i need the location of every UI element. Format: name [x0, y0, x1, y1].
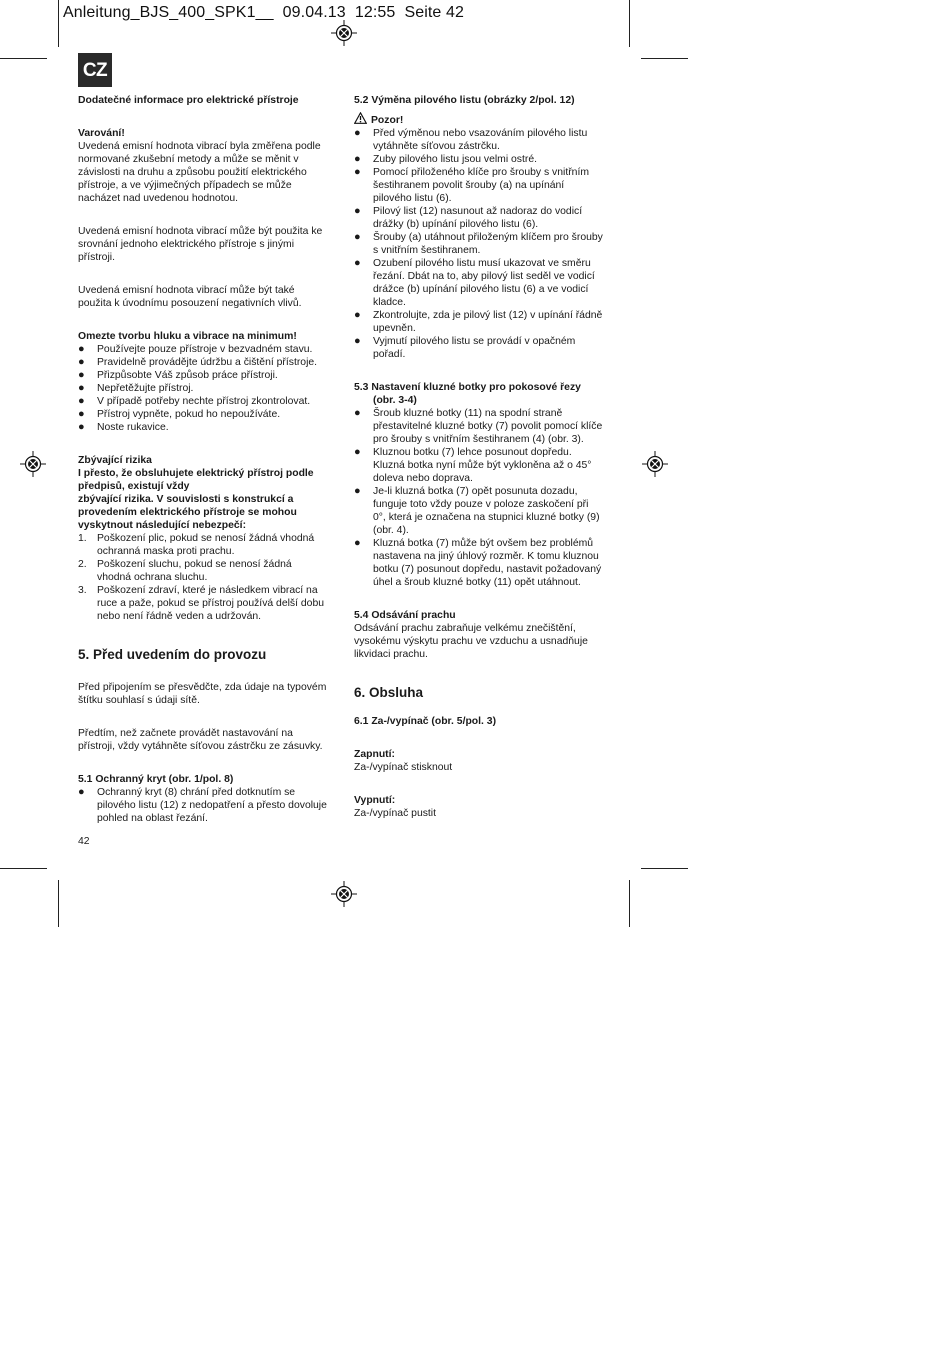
page-number: 42 — [78, 836, 90, 847]
registration-mark-icon — [331, 881, 357, 907]
s61-title: 6.1 Za-/vypínač (obr. 5/pol. 3) — [354, 716, 497, 727]
s54-title: 5.4 Odsávání prachu — [354, 610, 456, 621]
heading-additional-info: Dodatečné informace pro elektrické přístroje — [78, 95, 299, 106]
crop-mark — [641, 868, 688, 869]
vibration-paragraph-3: Uvedená emisní hodnota vibrací může být také použita k úvodnímu posouzení negativních vlivů. — [78, 285, 302, 309]
risk-list — [78, 532, 343, 623]
list-item: ● Šroub kluzné botky (11) na spodní straně přestavitelné kluzné botky (7) povolit pomocí klíče pro šrouby s vnitřním šestihranem (4) (obr. 3). — [354, 407, 619, 446]
list-item: ● Pomocí přiloženého klíče pro šrouby s vnitřním šestihranem povolit šrouby (a) na upínání pilového listu (6). — [354, 166, 619, 205]
noise-title: Omezte tvorbu hluku a vibrace na minimum! — [78, 331, 297, 342]
crop-mark — [629, 0, 630, 47]
crop-mark — [0, 868, 47, 869]
list-item: ● V případě potřeby nechte přístroj zkontrolovat. — [78, 395, 343, 408]
warning-triangle-icon — [354, 112, 367, 124]
list-item: ● Šrouby (a) utáhnout přiloženým klíčem pro šrouby s vnitřním šestihranem. — [354, 231, 619, 257]
crop-mark — [58, 0, 59, 47]
section-5-title: 5. Před uvedením do provozu — [78, 647, 267, 662]
s54-paragraph: Odsávání prachu zabraňuje velkému znečištění, vysokému výskytu prachu ve vzduchu a usnadňuje likvidaci prachu. — [354, 623, 588, 660]
off-text: Za-/vypínač pustit — [354, 808, 437, 819]
language-badge: CZ — [78, 53, 112, 87]
vibration-paragraph-2: Uvedená emisní hodnota vibrací může být použita ke srovnání jednoho elektrického přístroje s jinými přístroji. — [78, 226, 323, 263]
list-item: ● Vyjmutí pilového listu se provádí v opačném pořadí. — [354, 335, 619, 361]
list-item: ● Je-li kluzná botka (7) opět posunuta dozadu, funguje toto vždy pouze v poloze zaskočení při 0°, která je označena na stupnici kluzné botky (9) (obr. 4). — [354, 485, 619, 537]
s5-paragraph-2: Předtím, než začnete provádět nastavování na přístroji, vždy vytáhněte síťovou zástrčku ze zásuvky. — [78, 728, 323, 752]
risk-title: Zbývající rizika — [78, 455, 152, 466]
s53-title: 5.3 Nastavení kluzné botky pro pokosové řezy (obr. 3-4) — [354, 382, 581, 406]
section-6-title: 6. Obsluha — [354, 685, 424, 700]
registration-mark-icon — [642, 451, 668, 477]
on-title: Zapnutí: — [354, 749, 395, 760]
list-item: 3. Poškození zdraví, které je následkem vibrací na ruce a paže, pokud se přístroj používá delší dobu nebo není řádně veden a udržován. — [78, 585, 325, 622]
risk-intro: I přesto, že obsluhujete elektrický přístroj podle předpisů, existují vždy zbývající rizika. V souvislosti s konstrukcí a provedením elektrického přístroje se mohou vyskytnout následující nebezpečí: — [78, 468, 314, 531]
on-text: Za-/vypínač stisknout — [354, 762, 453, 773]
list-item: ● Zkontrolujte, zda je pilový list (12) v upínání řádně upevněn. — [354, 309, 619, 335]
list-item: ● Nepřetěžujte přístroj. — [78, 382, 343, 395]
list-item: ● Před výměnou nebo vsazováním pilového listu vytáhněte síťovou zástrčku. — [354, 127, 619, 153]
s51-list — [78, 786, 343, 825]
warning-paragraph: Uvedená emisní hodnota vibrací byla změřena podle normované zkušební metody a může se měnit v závislosti na druhu a způsobu použití elektrického přístroje, a ve výjimečných případech se může nacházet nad uvedenou hodnotou. — [78, 141, 321, 204]
registration-mark-icon — [20, 451, 46, 477]
list-item: ● Noste rukavice. — [78, 421, 343, 434]
s52-list — [354, 127, 619, 361]
registration-mark-icon — [331, 20, 357, 46]
right-column — [354, 94, 619, 820]
list-item: ● Kluzná botka (7) může být ovšem bez problémů nastavena na jiný úhlový rozměr. K tomu kluznou botku (7) posunout dopředu, nastavit požadovaný úhel a šroub kluzné botky (11) opět utáhnout. — [354, 537, 619, 589]
list-item: ● Přístroj vypněte, pokud ho nepoužíváte. — [78, 408, 343, 421]
noise-list — [78, 343, 343, 434]
s5-paragraph-1: Před připojením se přesvědčte, zda údaje na typovém štítku souhlasí s údaji sítě. — [78, 682, 327, 706]
warning-title: Varování! — [78, 128, 125, 139]
file-slug: Anleitung_BJS_400_SPK1__ 09.04.13 12:55 Seite 42 — [63, 4, 464, 21]
crop-mark — [629, 880, 630, 927]
list-item: ● Ochranný kryt (8) chrání před dotknutím se pilového listu (12) z nedopatření a přesto dovoluje pohled na oblast řezání. — [78, 786, 343, 825]
s52-title: 5.2 Výměna pilového listu (obrázky 2/pol. 12) — [354, 95, 575, 106]
crop-mark — [58, 880, 59, 927]
list-item: ● Zuby pilového listu jsou velmi ostré. — [354, 153, 619, 166]
crop-mark — [641, 58, 688, 59]
list-item: ● Přizpůsobte Váš způsob práce přístroji. — [78, 369, 343, 382]
list-item: ● Pravidelně provádějte údržbu a čištění přístroje. — [78, 356, 343, 369]
s53-list — [354, 407, 619, 589]
s51-title: 5.1 Ochranný kryt (obr. 1/pol. 8) — [78, 774, 234, 785]
caution-line: Pozor! — [354, 112, 619, 127]
crop-mark — [0, 58, 47, 59]
list-item: ● Používejte pouze přístroje v bezvadném stavu. — [78, 343, 343, 356]
off-title: Vypnutí: — [354, 795, 396, 806]
list-item: 1. Poškození plic, pokud se nenosí žádná vhodná ochranná maska proti prachu. — [78, 533, 315, 557]
list-item: ● Ozubení pilového listu musí ukazovat ve směru řezání. Dbát na to, aby pilový list seděl ve vodicí drážce (b) upínání pilového listu (6) a ve vodicí kladce. — [354, 257, 619, 309]
left-column — [78, 94, 343, 825]
list-item: 2. Poškození sluchu, pokud se nenosí žádná vhodná ochrana sluchu. — [78, 559, 292, 583]
list-item: ● Kluznou botku (7) lehce posunout dopředu. Kluzná botka nyní může být vykloněna až o 45° doleva nebo doprava. — [354, 446, 619, 485]
list-item: ● Pilový list (12) nasunout až nadoraz do vodicí drážky (b) upínání pilového listu (6). — [354, 205, 619, 231]
